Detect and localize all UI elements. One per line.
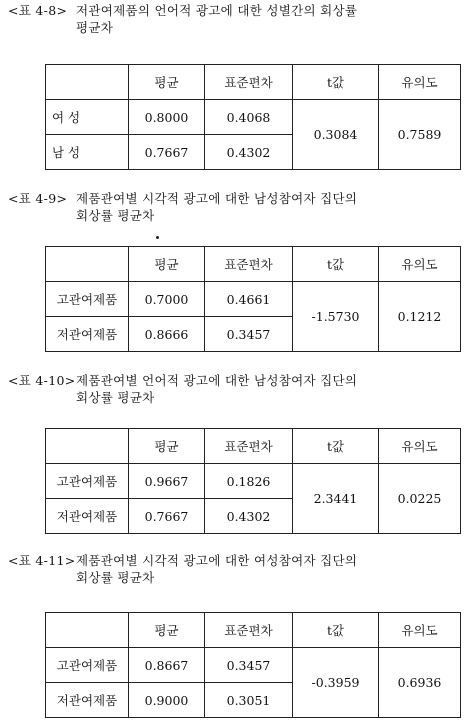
- header-sig: 유의도: [379, 429, 461, 464]
- sd-value: 0.1826: [205, 464, 293, 499]
- row-label: 고관여제품: [46, 648, 129, 683]
- mean-value: 0.8667: [129, 648, 205, 683]
- row-label: 저관여제품: [46, 683, 129, 718]
- sig-value: 0.1212: [379, 282, 461, 352]
- t-value: 2.3441: [293, 464, 379, 534]
- header-mean: 평균: [129, 429, 205, 464]
- sig-value: 0.7589: [379, 100, 461, 170]
- mean-value: 0.8000: [129, 100, 205, 135]
- caption-title: 제품관여별 언어적 광고에 대한 남성참여자 집단의: [76, 373, 358, 388]
- sd-value: 0.4068: [205, 100, 293, 135]
- sd-value: 0.3457: [205, 317, 293, 352]
- row-label: 여 성: [46, 100, 129, 135]
- mean-value: 0.9667: [129, 464, 205, 499]
- header-sd: 표준편차: [205, 429, 293, 464]
- header-sd: 표준편차: [205, 247, 293, 282]
- sd-value: 0.4661: [205, 282, 293, 317]
- header-sd: 표준편차: [205, 613, 293, 648]
- t-value: 0.3084: [293, 100, 379, 170]
- row-label: 저관여제품: [46, 499, 129, 534]
- header-sig: 유의도: [379, 613, 461, 648]
- caption-number: <표 4-8>: [8, 3, 68, 18]
- t-value: -1.5730: [293, 282, 379, 352]
- caption-title-line2: 회상률 평균차: [76, 390, 155, 405]
- header-empty: [46, 429, 129, 464]
- mean-value: 0.7667: [129, 135, 205, 170]
- header-mean: 평균: [129, 247, 205, 282]
- header-sig: 유의도: [379, 65, 461, 100]
- sd-value: 0.4302: [205, 499, 293, 534]
- caption-number: <표 4-11>: [8, 553, 76, 568]
- table-caption: [8, 2, 468, 36]
- header-sig: 유의도: [379, 247, 461, 282]
- table-caption: [8, 190, 468, 224]
- table-caption: [8, 372, 468, 406]
- sd-value: 0.4302: [205, 135, 293, 170]
- stat-table: [45, 246, 461, 352]
- stat-table: [45, 612, 461, 718]
- caption-title: 저관여제품의 언어적 광고에 대한 성별간의 회상률: [76, 3, 358, 18]
- header-t: t값: [293, 65, 379, 100]
- caption-title: 제품관여별 시각적 광고에 대한 남성참여자 집단의: [76, 191, 358, 206]
- header-t: t값: [293, 247, 379, 282]
- row-label: 고관여제품: [46, 282, 129, 317]
- sd-value: 0.3457: [205, 648, 293, 683]
- stray-mark: [156, 236, 159, 239]
- header-empty: [46, 613, 129, 648]
- caption-title: 제품관여별 시각적 광고에 대한 여성참여자 집단의: [76, 553, 358, 568]
- mean-value: 0.7667: [129, 499, 205, 534]
- sig-value: 0.6936: [379, 648, 461, 718]
- mean-value: 0.7000: [129, 282, 205, 317]
- header-empty: [46, 247, 129, 282]
- row-label: 저관여제품: [46, 317, 129, 352]
- mean-value: 0.8666: [129, 317, 205, 352]
- caption-number: <표 4-9>: [8, 191, 68, 206]
- row-label: 고관여제품: [46, 464, 129, 499]
- header-t: t값: [293, 613, 379, 648]
- stat-table: [45, 64, 461, 170]
- t-value: -0.3959: [293, 648, 379, 718]
- table-caption: [8, 552, 468, 586]
- stat-table: [45, 428, 461, 534]
- header-t: t값: [293, 429, 379, 464]
- row-label: 남 성: [46, 135, 129, 170]
- sig-value: 0.0225: [379, 464, 461, 534]
- caption-title-line2: 평균차: [76, 20, 114, 35]
- sd-value: 0.3051: [205, 683, 293, 718]
- header-mean: 평균: [129, 65, 205, 100]
- header-mean: 평균: [129, 613, 205, 648]
- header-empty: [46, 65, 129, 100]
- caption-title-line2: 회상률 평균차: [76, 208, 155, 223]
- header-sd: 표준편차: [205, 65, 293, 100]
- caption-title-line2: 회상률 평균차: [76, 570, 155, 585]
- mean-value: 0.9000: [129, 683, 205, 718]
- caption-number: <표 4-10>: [8, 373, 76, 388]
